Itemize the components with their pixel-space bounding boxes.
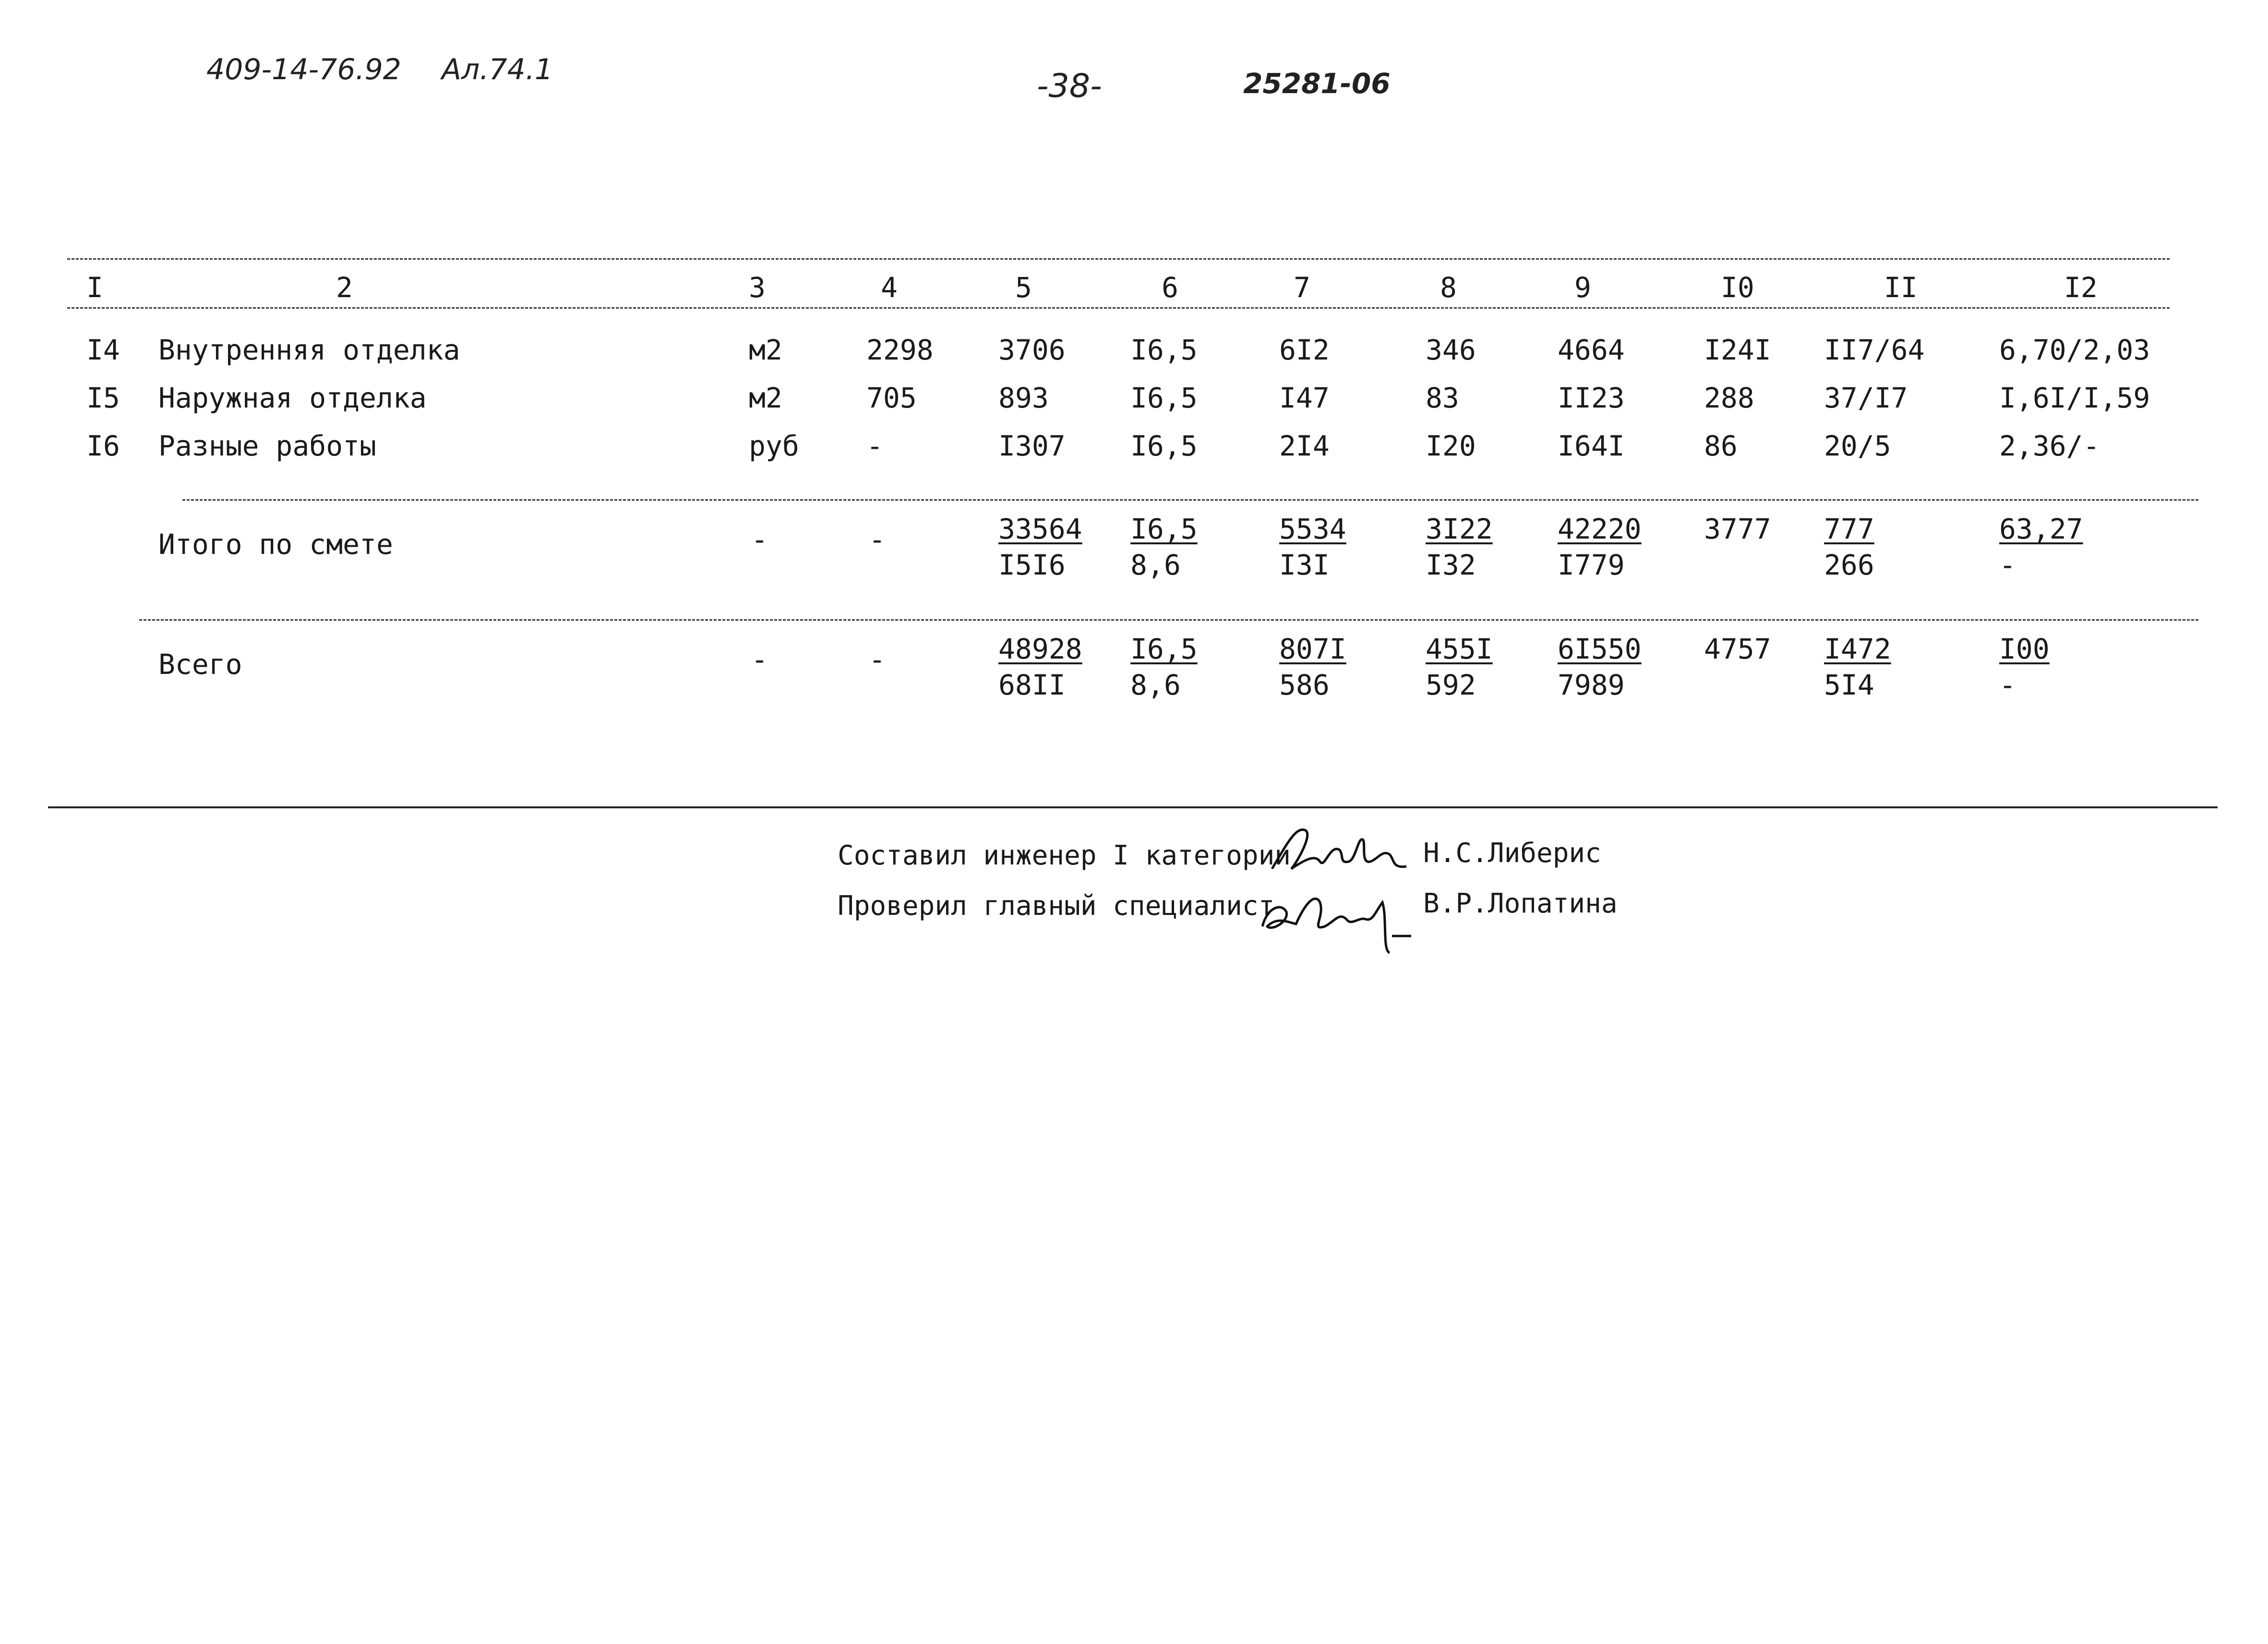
total-col9-bottom: I779 <box>1558 549 1625 581</box>
grand-total-col8-top: 455I <box>1426 633 1493 665</box>
row-number: I5 <box>86 382 120 414</box>
row-unit: руб <box>749 430 799 462</box>
total-col5-top: 33564 <box>998 513 1082 545</box>
total-label: Итого по смете <box>158 528 393 561</box>
grand-total-label: Всего <box>158 648 242 681</box>
grand-total-col6-bottom: 8,6 <box>1130 669 1181 701</box>
row-col8: 346 <box>1426 334 1476 366</box>
grand-total-col7-top: 807I <box>1279 633 1346 665</box>
row-col4: - <box>866 430 883 462</box>
grand-total-col5-bottom: 68II <box>998 669 1066 701</box>
grand-total-col5-top: 48928 <box>998 633 1082 665</box>
grand-total-rule <box>139 619 2198 621</box>
total-col8-top: 3I22 <box>1426 513 1493 545</box>
row-name: Наружная отделка <box>158 382 427 414</box>
row-col9: II23 <box>1558 382 1625 414</box>
row-col4: 2298 <box>866 334 934 366</box>
total-col12-top: 63,27 <box>1999 513 2083 545</box>
total-col8-bottom: I32 <box>1426 549 1476 581</box>
row-col10: 86 <box>1704 430 1738 462</box>
total-col9-top: 42220 <box>1558 513 1642 545</box>
row-col5: 893 <box>998 382 1049 414</box>
checker-name: В.Р.Лопатина <box>1423 888 1618 919</box>
col-header-10: I0 <box>1721 271 1754 304</box>
grand-total-col11-top: I472 <box>1824 633 1891 665</box>
inventory-number: 25281-06 <box>1243 67 1391 100</box>
col-header-4: 4 <box>881 271 898 304</box>
total-col12-bottom: - <box>1999 549 2016 581</box>
total-col5-bottom: I5I6 <box>998 549 1066 581</box>
row-col5: 3706 <box>998 334 1066 366</box>
row-col7: 2I4 <box>1279 430 1330 462</box>
grand-total-col9-top: 6I550 <box>1558 633 1642 665</box>
row-col9: I64I <box>1558 430 1625 462</box>
row-col6: I6,5 <box>1130 430 1198 462</box>
total-col7-top: 5534 <box>1279 513 1346 545</box>
grand-total-col7-bottom: 586 <box>1279 669 1330 701</box>
grand-total-col4: - <box>869 643 886 676</box>
subtotal-rule <box>182 499 2198 501</box>
grand-total-col12-top: I00 <box>1999 633 2050 665</box>
row-col12: I,6I/I,59 <box>1999 382 2150 414</box>
checker-signature <box>1253 874 1426 955</box>
total-col6-top: I6,5 <box>1130 513 1198 545</box>
row-number: I4 <box>86 334 120 366</box>
row-col11: 20/5 <box>1824 430 1891 462</box>
grand-total-col6-top: I6,5 <box>1130 633 1198 665</box>
row-col5: I307 <box>998 430 1066 462</box>
row-col7: 6I2 <box>1279 334 1330 366</box>
col-header-1: I <box>86 271 103 304</box>
row-col9: 4664 <box>1558 334 1625 366</box>
col-header-5: 5 <box>1015 271 1032 304</box>
row-col8: 83 <box>1426 382 1459 414</box>
col-header-12: I2 <box>2064 271 2098 304</box>
total-unit: - <box>751 523 768 556</box>
row-name: Разные работы <box>158 430 376 462</box>
grand-total-col10: 4757 <box>1704 633 1771 665</box>
checked-by-label: Проверил главный специалист <box>838 890 1275 922</box>
grand-total-col9-bottom: 7989 <box>1558 669 1625 701</box>
row-name: Внутренняя отделка <box>158 334 460 366</box>
document-code: 409-14-76.92 <box>206 53 401 86</box>
total-col7-bottom: I3I <box>1279 549 1330 581</box>
row-col7: I47 <box>1279 382 1330 414</box>
grand-total-col8-bottom: 592 <box>1426 669 1476 701</box>
compiled-by-label: Составил инженер I категории <box>838 840 1291 871</box>
row-unit: м2 <box>749 382 782 414</box>
grand-total-col12-bottom: - <box>1999 669 2016 701</box>
row-col6: I6,5 <box>1130 382 1198 414</box>
row-col11: 37/I7 <box>1824 382 1908 414</box>
total-col4: - <box>869 523 886 556</box>
col-header-8: 8 <box>1440 271 1457 304</box>
row-col6: I6,5 <box>1130 334 1198 366</box>
header-bottom-rule <box>67 307 2170 309</box>
col-header-6: 6 <box>1162 271 1178 304</box>
album-number: Ал.74.1 <box>442 53 553 86</box>
row-col10: 288 <box>1704 382 1754 414</box>
total-col10: 3777 <box>1704 513 1771 545</box>
row-number: I6 <box>86 430 120 462</box>
total-col11-bottom: 266 <box>1824 549 1874 581</box>
col-header-7: 7 <box>1294 271 1310 304</box>
row-unit: м2 <box>749 334 782 366</box>
row-col12: 6,70/2,03 <box>1999 334 2150 366</box>
col-header-3: 3 <box>749 271 766 304</box>
compiler-name: Н.С.Либерис <box>1423 838 1601 869</box>
table-bottom-rule <box>48 806 2218 808</box>
col-header-9: 9 <box>1574 271 1591 304</box>
grand-total-unit: - <box>751 643 768 676</box>
row-col4: 705 <box>866 382 917 414</box>
compiler-signature <box>1267 816 1411 883</box>
table-top-rule <box>67 258 2170 260</box>
row-col10: I24I <box>1704 334 1771 366</box>
total-col6-bottom: 8,6 <box>1130 549 1181 581</box>
row-col8: I20 <box>1426 430 1476 462</box>
grand-total-col11-bottom: 5I4 <box>1824 669 1874 701</box>
total-col11-top: 777 <box>1824 513 1874 545</box>
page-number: -38- <box>1037 67 1102 105</box>
row-col12: 2,36/- <box>1999 430 2100 462</box>
row-col11: II7/64 <box>1824 334 1925 366</box>
col-header-2: 2 <box>336 271 353 304</box>
col-header-11: II <box>1884 271 1918 304</box>
